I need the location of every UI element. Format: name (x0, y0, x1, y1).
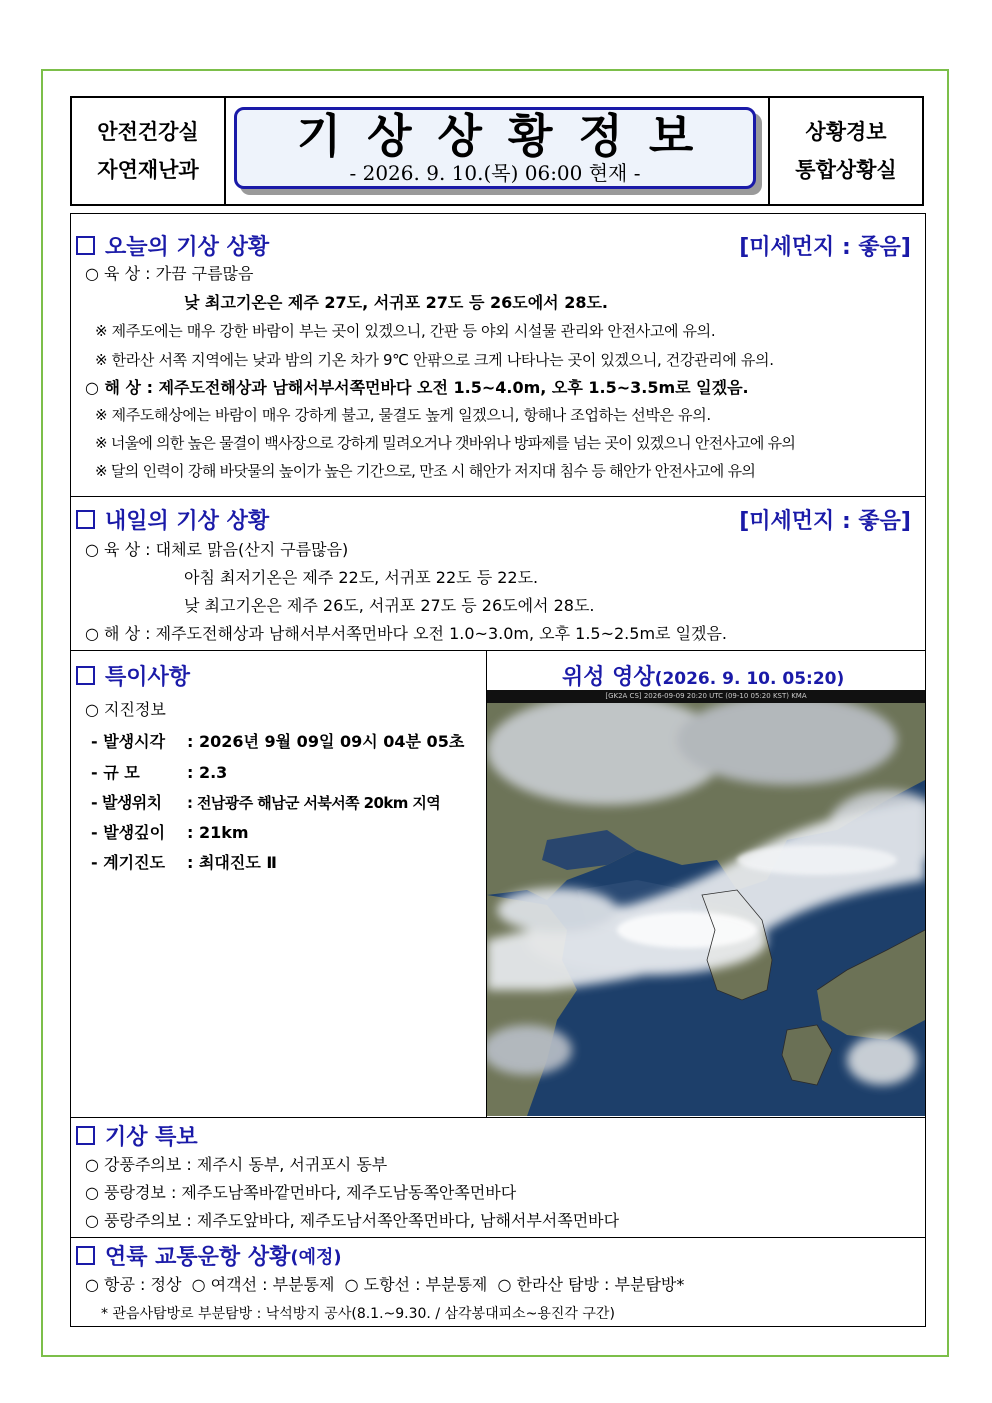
traffic-heading (76, 1240, 342, 1271)
traffic-footnote: * 관음사탐방로 부분탐방 : 낙석방지 공사(8.1.~9.30. / 삼각봉대피소~용진각 구간) (101, 1306, 615, 1322)
tomorrow-land-label: ○ 육 상 : (85, 540, 151, 559)
quake-item-value: : 최대진도 Ⅱ (187, 853, 277, 872)
satellite-title-text: 위성 영상 (562, 665, 655, 690)
tomorrow-sea-value: 제주도전해상과 남해서부서쪽먼바다 오전 1.0~3.0m, 오후 1.5~2.5m로 일겠음. (155, 624, 728, 643)
issuer-left (72, 98, 226, 204)
quake-item (91, 822, 249, 844)
quake-item-value: : 21km (187, 823, 249, 842)
quake-item-label: - 계기진도 (91, 853, 166, 872)
quake-item-label: - 발생시각 (91, 732, 166, 751)
divider (71, 496, 925, 497)
special-heading (76, 660, 190, 691)
satellite-image (487, 690, 925, 1116)
divider (71, 1117, 925, 1118)
quake-item (91, 731, 464, 753)
warnings-heading-text: 기상 특보 (105, 1125, 198, 1150)
satellite-caption: [GK2A CS] 2026-09-09 20:20 UTC (09-10 05:20 KST) KMA (487, 690, 925, 703)
tomorrow-min-temp: 아침 최저기온은 제주 22도, 서귀포 22도 등 22도. (184, 568, 539, 587)
today-dust: [미세먼지 : 좋음] (739, 235, 911, 260)
quake-item-label: - 발생위치 (91, 793, 162, 812)
today-land-temp: 낮 최고기온은 제주 27도, 서귀포 27도 등 26도에서 28도. (184, 293, 608, 312)
quake-item (91, 852, 277, 874)
quake-item-value: : 2026년 9월 09일 09시 04분 05초 (187, 732, 465, 751)
satellite-map (487, 690, 925, 1116)
today-note: ※ 제주도에는 매우 강한 바람이 부는 곳이 있겠으니, 간판 등 야외 시설물 관리와 안전사고에 유의. (95, 322, 716, 340)
today-land-value: 가끔 구름많음 (155, 264, 254, 283)
document-header (70, 96, 924, 206)
today-land-label: ○ 육 상 : (85, 264, 151, 283)
tomorrow-heading (76, 504, 269, 535)
today-sea-label: ○ 해 상 : (85, 378, 153, 397)
divider (71, 650, 925, 651)
today-note: ※ 달의 인력이 강해 바닷물의 높이가 높은 기간으로, 만조 시 해안가 저지대 침수 등 해안가 안전사고에 유의 (95, 462, 756, 480)
traffic-heading-suffix: (예정) (290, 1246, 342, 1268)
warning-item: ○ 풍랑주의보 : 제주도앞바다, 제주도남서쪽안쪽먼바다, 남해서부서쪽먼바다 (85, 1211, 620, 1230)
satellite-title (562, 660, 844, 691)
quake-item (91, 762, 227, 784)
issuer-right-line2: 통합상황실 (795, 158, 897, 182)
satellite-time: (2026. 9. 10. 05:20) (654, 669, 845, 689)
quake-item (91, 792, 440, 814)
special-heading-text: 특이사항 (105, 665, 191, 690)
today-sea (85, 377, 749, 399)
issuer-left-line1: 안전건강실 (97, 120, 199, 144)
issuer-right-line1: 상황경보 (805, 120, 887, 144)
checkbox-icon (76, 1246, 95, 1265)
checkbox-icon (76, 1126, 95, 1145)
warning-item: ○ 강풍주의보 : 제주시 동부, 서귀포시 동부 (85, 1155, 388, 1174)
title-box (234, 107, 756, 189)
warning-item: ○ 풍랑경보 : 제주도남쪽바깥먼바다, 제주도남동쪽안쪽먼바다 (85, 1183, 517, 1202)
tomorrow-dust: [미세먼지 : 좋음] (739, 509, 911, 534)
tomorrow-land-value: 대체로 맑음(산지 구름많음) (155, 540, 349, 559)
today-note: ※ 한라산 서쪽 지역에는 낮과 밤의 기온 차가 9℃ 안팎으로 크게 나타나는 곳이 있겠으니, 건강관리에 유의. (95, 351, 774, 369)
quake-item-value: : 2.3 (187, 763, 228, 782)
quake-item-label: - 규 모 (91, 763, 140, 782)
divider (71, 1237, 925, 1238)
tomorrow-sea-label: ○ 해 상 : (85, 624, 151, 643)
today-heading (76, 230, 269, 261)
today-sea-value: 제주도전해상과 남해서부서쪽먼바다 오전 1.5~4.0m, 오후 1.5~3.5m로 일겠음. (158, 378, 749, 397)
traffic-heading-text: 연륙 교통운항 상황 (105, 1245, 291, 1270)
today-note: ※ 너울에 의한 높은 물결이 백사장으로 강하게 밀려오거나 갯바위나 방파제를 넘는 곳이 있겠으니 안전사고에 유의 (95, 434, 796, 452)
page-title: 기상상황정보 (296, 109, 720, 163)
issue-date: - 2026. 9. 10.(목) 06:00 현재 - (349, 161, 641, 185)
checkbox-icon (76, 510, 95, 529)
tomorrow-max-temp: 낮 최고기온은 제주 26도, 서귀포 27도 등 26도에서 28도. (184, 596, 595, 615)
warnings-heading (76, 1120, 198, 1151)
today-note: ※ 제주도해상에는 바람이 매우 강하게 불고, 물결도 높게 일겠으니, 항해나 조업하는 선박은 유의. (95, 406, 711, 424)
tomorrow-sea (85, 623, 727, 645)
tomorrow-land (85, 539, 348, 561)
issuer-left-line2: 자연재난과 (97, 158, 199, 182)
today-land (85, 263, 253, 285)
issuer-right (768, 98, 922, 204)
report-body (70, 213, 926, 1327)
today-heading-text: 오늘의 기상 상황 (105, 235, 270, 260)
tomorrow-heading-text: 내일의 기상 상황 (105, 509, 270, 534)
checkbox-icon (76, 666, 95, 685)
quake-item-value: : 전남광주 해남군 서북서쪽 20km 지역 (187, 794, 441, 812)
quake-item-label: - 발생깊이 (91, 823, 166, 842)
checkbox-icon (76, 236, 95, 255)
traffic-status: ○ 항공 : 정상 ○ 여객선 : 부분통제 ○ 도항선 : 부분통제 ○ 한라산 탐방 : 부분탐방* (85, 1275, 685, 1294)
quake-title: ○ 지진정보 (85, 700, 166, 719)
